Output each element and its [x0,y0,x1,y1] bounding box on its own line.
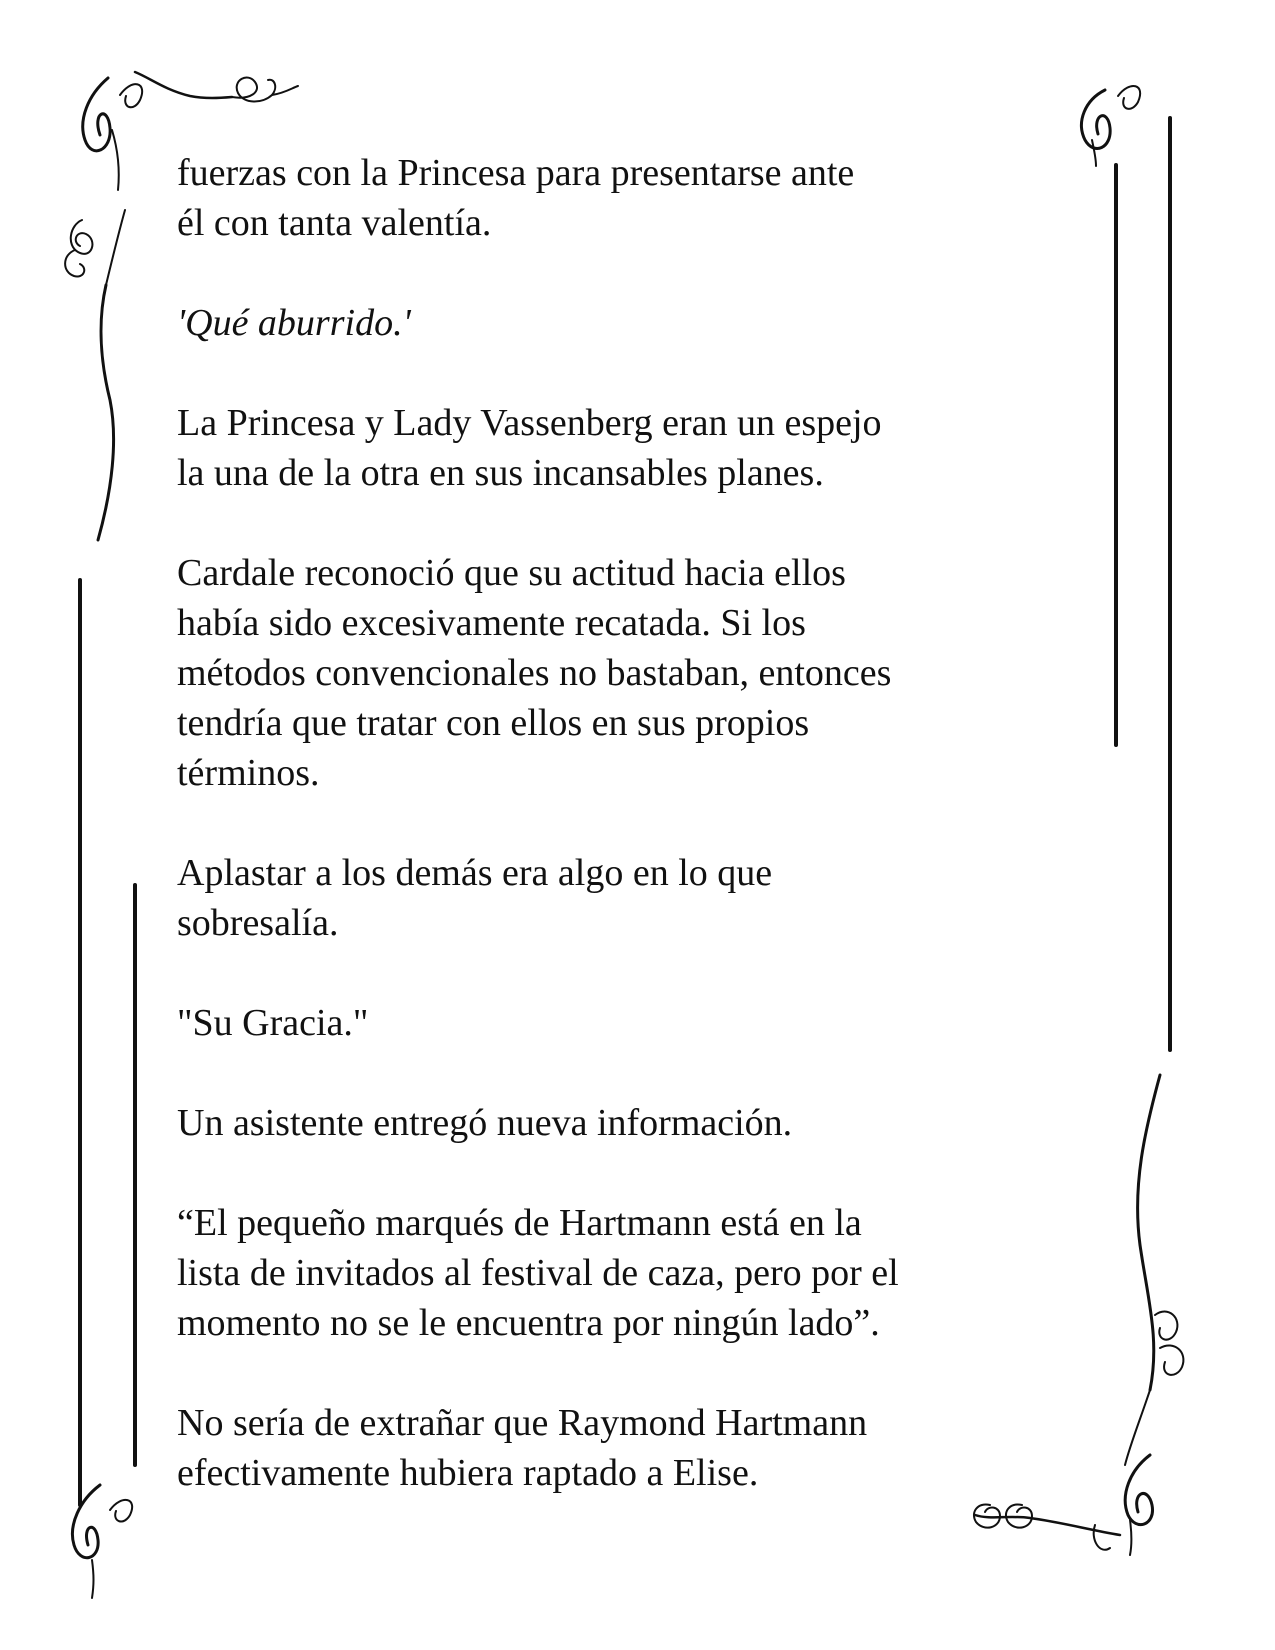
text-line: métodos convencionales no bastaban, entonces [177,652,892,694]
right-wavy-stroke [1125,1075,1183,1465]
paragraph [177,998,1117,1048]
paragraph [177,298,1117,348]
text-line: términos. [177,752,320,794]
text-line: momento no se le encuentra por ningún lado”. [177,1302,880,1344]
paragraph [177,1098,1117,1148]
text-line: sobresalía. [177,902,339,944]
text-line: Cardale reconoció que su actitud hacia ellos [177,552,846,594]
text-line: fuerzas con la Princesa para presentarse ante [177,152,855,194]
text-line: “El pequeño marqués de Hartmann está en la [177,1202,862,1244]
paragraph [177,848,1117,948]
body-text [177,148,1117,1548]
paragraph [177,1398,1117,1498]
text-line: había sido excesivamente recatada. Si los [177,602,806,644]
text-line: Aplastar a los demás era algo en lo que [177,852,773,894]
paragraph [177,398,1117,498]
left-wavy-stroke [65,220,113,540]
text-line: él con tanta valentía. [177,202,492,244]
text-line: 'Qué aburrido.' [177,302,411,344]
text-line: No sería de extrañar que Raymond Hartmann [177,1402,868,1444]
text-line: la una de la otra en sus incansables planes. [177,452,824,494]
text-line: lista de invitados al festival de caza, pero por el [177,1252,899,1294]
text-line: La Princesa y Lady Vassenberg eran un espejo [177,402,882,444]
paragraph [177,1198,1117,1348]
text-line: efectivamente hubiera raptado a Elise. [177,1452,759,1494]
text-line: "Su Gracia." [177,1002,369,1044]
text-line: Un asistente entregó nueva información. [177,1102,793,1144]
paragraph [177,148,1117,248]
paragraph [177,548,1117,798]
text-line: tendría que tratar con ellos en sus propios [177,702,810,744]
